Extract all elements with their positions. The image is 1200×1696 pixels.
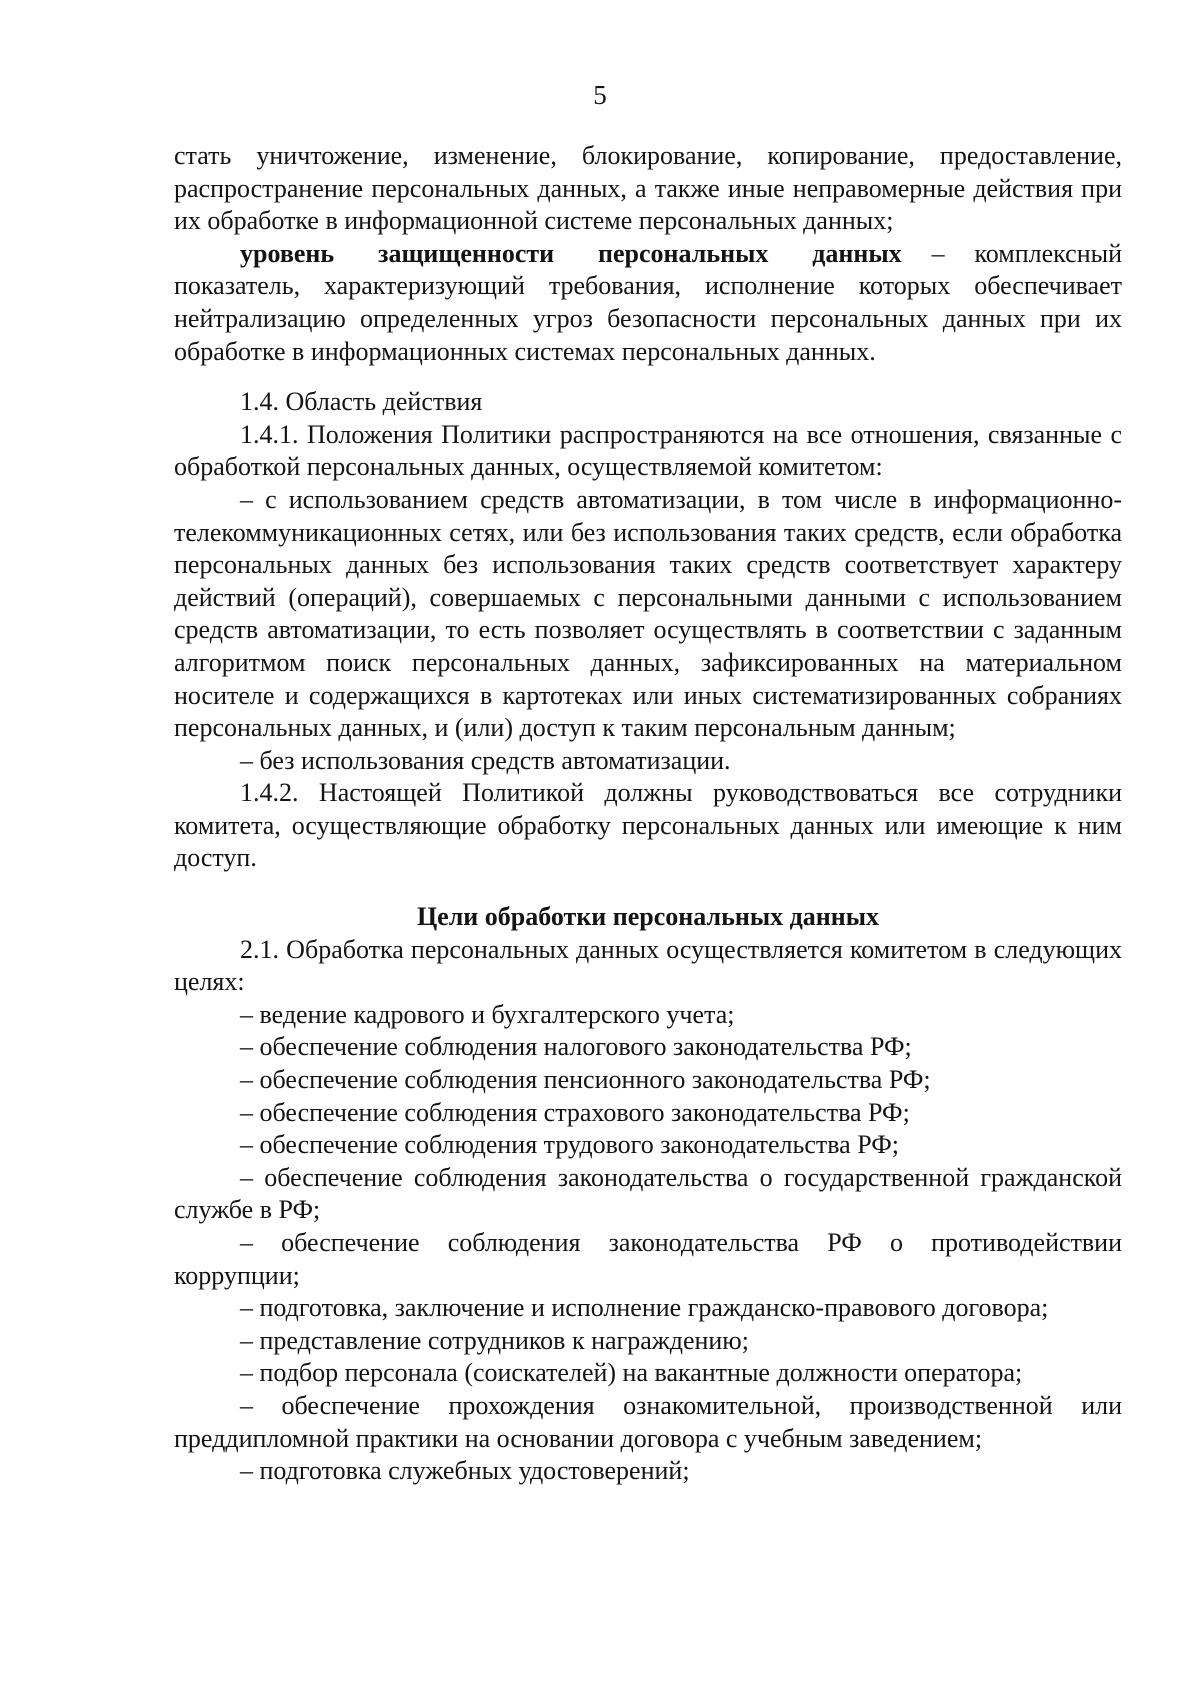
list-item-without-automation: – без использования средств автоматизации.: [240, 745, 731, 775]
paragraph-1-4-2: 1.4.2. Настоящей Политикой должны руководствоваться все сотрудники комитета, осуществляющие обработку персональных данных или имеющие к ним доступ.: [174, 778, 1122, 873]
intro-continuation-paragraph: стать уничтожение, изменение, блокирование, копирование, предоставление, распространение персональных данных, а также иные неправомерные действия при их обработке в информационной системе персональных данных;: [174, 141, 1122, 236]
purpose-item: – обеспечение соблюдения законодательства о государственной гражданской службе в РФ;: [174, 1162, 1122, 1225]
definition-dash: –: [901, 238, 975, 268]
purpose-item: – обеспечение соблюдения законодательства РФ о противодействии коррупции;: [174, 1228, 1122, 1290]
purpose-item: – обеспечение соблюдения трудового законодательства РФ;: [240, 1130, 899, 1160]
purpose-item: – обеспечение соблюдения пенсионного законодательства РФ;: [240, 1065, 931, 1095]
document-body: [174, 140, 1122, 1488]
paragraph-2-1: 2.1. Обработка персональных данных осуществляется комитетом в следующих целях:: [174, 934, 1122, 997]
purpose-item: – подготовка служебных удостоверений;: [240, 1456, 690, 1486]
paragraph-1-4-1: 1.4.1. Положения Политики распространяются на все отношения, связанные с обработкой персональных данных, осуществляемой комитетом:: [174, 419, 1122, 482]
purpose-item: – ведение кадрового и бухгалтерского учета;: [240, 999, 735, 1029]
page-number: 5: [593, 80, 607, 110]
purpose-item: – представление сотрудников к награждению;: [240, 1325, 749, 1355]
purpose-item: – обеспечение соблюдения страхового законодательства РФ;: [240, 1097, 910, 1127]
purpose-item: – подготовка, заключение и исполнение гражданско-правового договора;: [240, 1293, 1049, 1323]
purpose-item: – подбор персонала (соискателей) на вакантные должности оператора;: [240, 1358, 1023, 1388]
section-1-4-title: 1.4. Область действия: [240, 387, 483, 417]
purpose-item: – обеспечение соблюдения налогового законодательства РФ;: [240, 1032, 912, 1062]
section-2-heading: Цели обработки персональных данных: [416, 902, 880, 932]
purpose-item: – обеспечение прохождения ознакомительной, производственной или преддипломной практики на основании договора с учебным заведением;: [174, 1390, 1122, 1453]
list-item-with-automation: – с использованием средств автоматизации, в том числе в информационно-телекоммуникационных сетях, или без использования таких средств, если обработка персональных данных без использования таких средств соответствует характеру действий (операций), совершаемых с персональными данными с использованием средств автоматизации, то есть позволяет осуществлять в соответствии с заданным алгоритмом поиск персональных данных, зафиксированных на материальном носителе и содержащихся в картотеках или иных систематизированных собраниях персональных данных, и (или) доступ к таким персональным данным;: [174, 484, 1122, 743]
definition-text: комплексный показатель, характеризующий требования, исполнение которых обеспечивает нейтрализацию определенных угроз безопасности персональных данных при их обработке в информационных системах персональных данных.: [174, 238, 1122, 366]
defined-term: уровень защищенности персональных данных: [240, 238, 902, 268]
definition-paragraph: [174, 238, 1122, 368]
